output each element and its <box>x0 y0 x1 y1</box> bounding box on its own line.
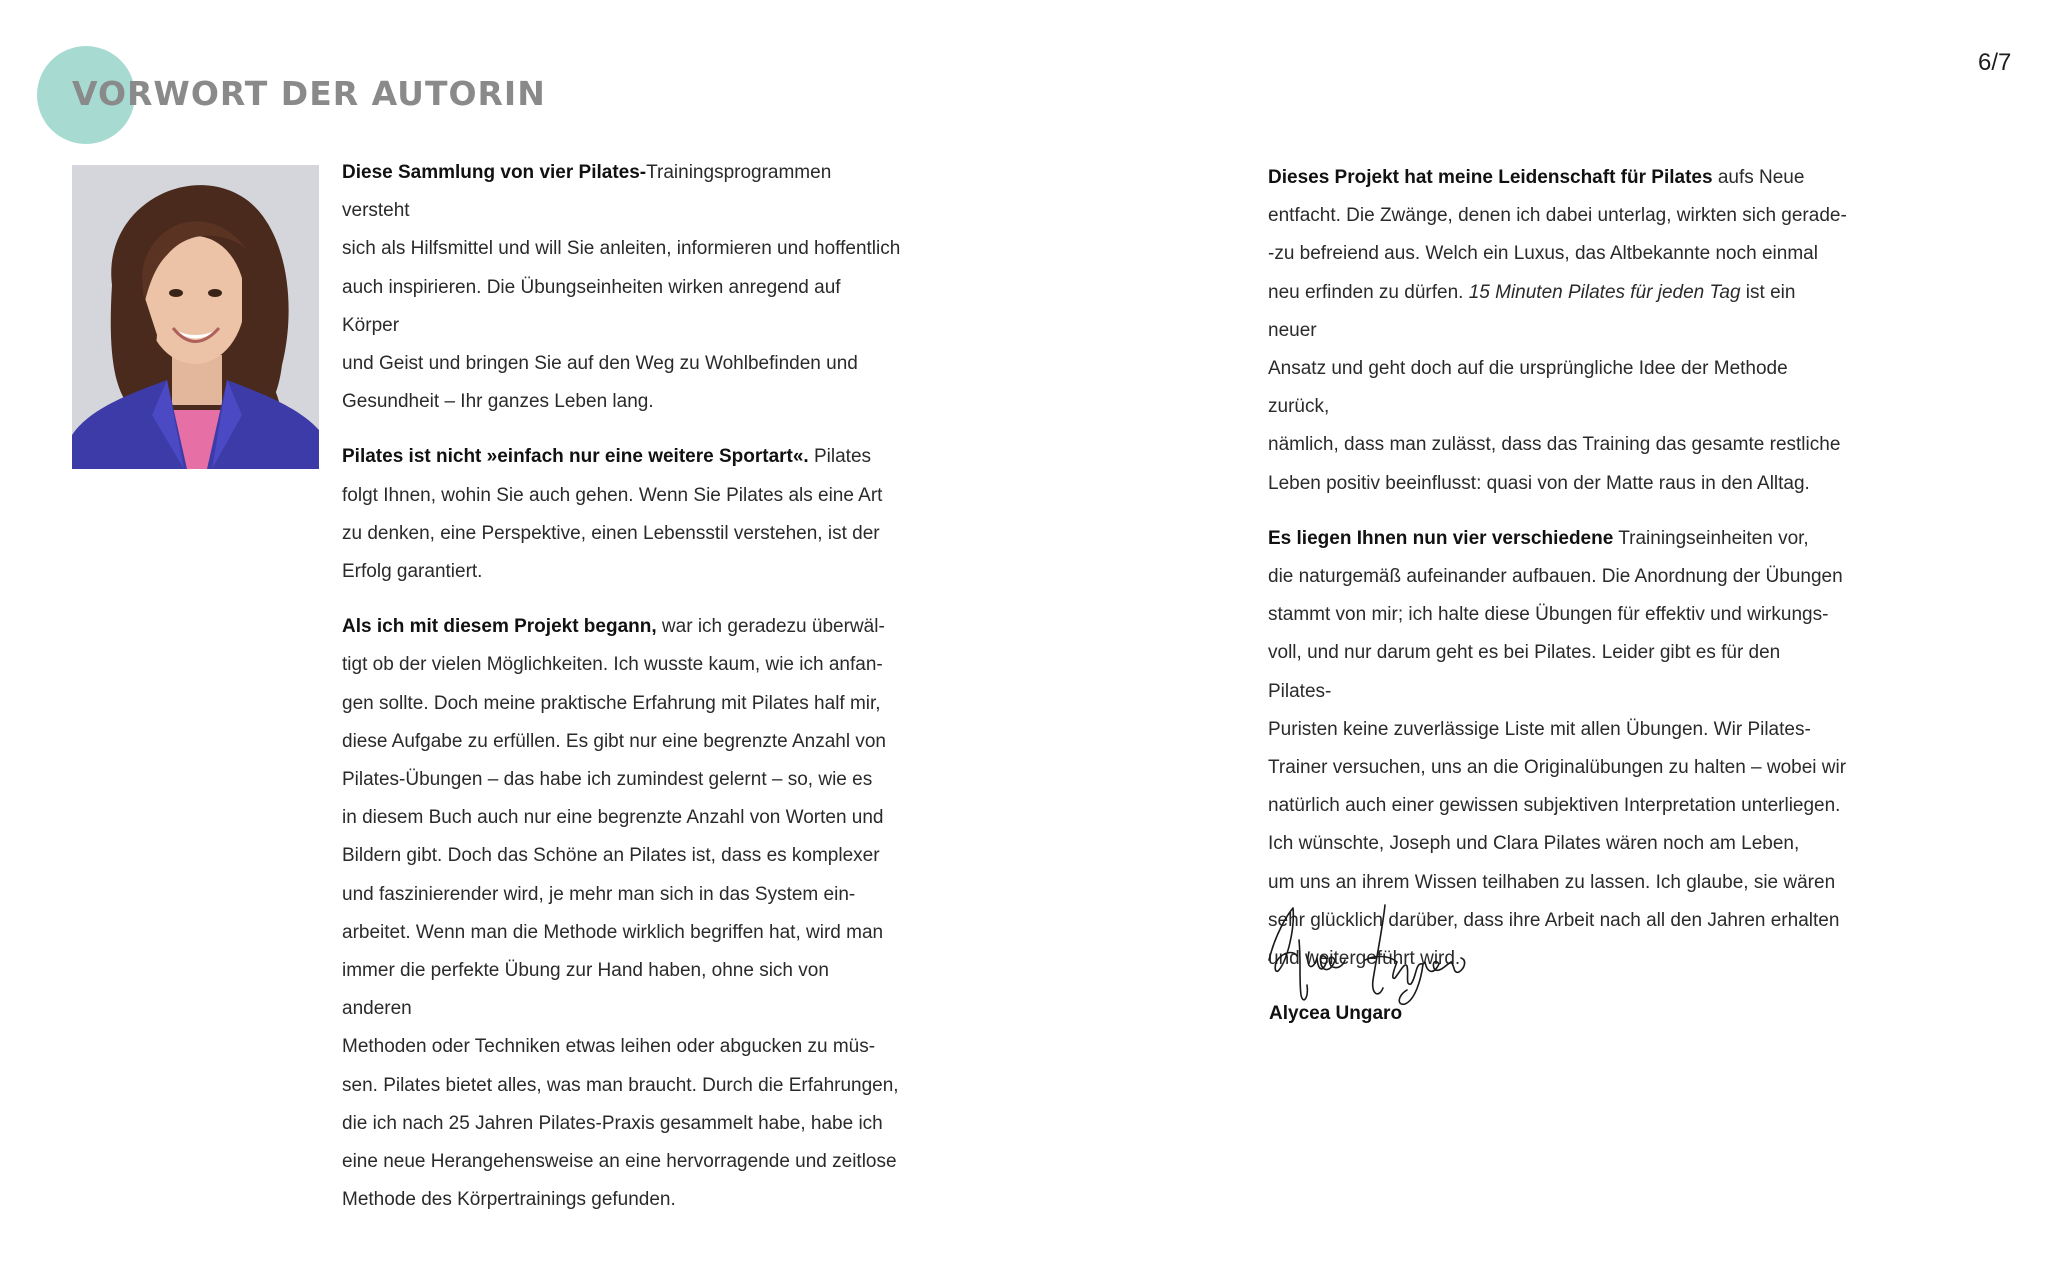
paragraph <box>1268 159 1848 503</box>
right-text-column <box>1268 159 1848 995</box>
paragraph-body: Pilates folgt Ihnen, wohin Sie auch gehen. Wenn Sie Pilates als eine Art zu denken, eine Perspektive, einen Lebensstil verstehen, ist der Erfolg garantiert. <box>342 446 883 583</box>
paragraph-body: Trainingsprogrammen versteht sich als Hilfsmittel und will Sie anleiten, informieren und hoffentlich auch inspirieren. Die Übungseinheiten wirken anregend auf Körper und Geist und bringen Sie auf den Weg zu Wohlbefinden und Gesundheit – Ihr ganzes Leben lang. <box>342 162 901 413</box>
paragraph-body: ist ein neuer Ansatz und geht doch auf die ursprüngliche Idee der Methode zurück, nämlich, dass man zulässt, dass das Training das gesamte restliche Leben positiv beeinflusst: quasi von der Matte raus in den Alltag. <box>1268 281 1841 494</box>
paragraph-body: aufs Neue entfacht. Die Zwänge, denen ich dabei unterlag, wirkten sich gerade- -zu befreiend aus. Welch ein Luxus, das Altbekannte noch einmal neu erfinden zu dürfen. <box>1268 167 1847 303</box>
paragraph <box>342 608 902 1219</box>
paragraph-lead: Es liegen Ihnen nun vier verschiedene <box>1268 527 1614 549</box>
paragraph <box>342 438 902 591</box>
page-number: 6/7 <box>1978 49 2012 76</box>
paragraph-body: Trainingseinheiten vor, die naturgemäß aufeinander aufbauen. Die Anordnung der Übungen stammt von mir; ich halte diese Übungen für effektiv und wirkungs- voll, und nur darum geht es bei Pilates. Leider gibt es für den Pilates- Puristen keine zuverlässige Liste mit allen Übungen. Wir Pilates- Trainer versuchen, uns an die Originalübungen zu halten – wobei wir natürlich auch einer gewissen subjektiven Interpretation unterliegen. Ich wünschte, Joseph und Clara Pilates wären noch am Leben, um uns an ihrem Wissen teilhaben zu lassen. Ich glaube, sie wären sehr glücklich darüber, dass ihre Arbeit nach all den Jahren erhalten und weitergeführt wird. <box>1268 527 1847 970</box>
author-portrait <box>72 165 319 469</box>
paragraph <box>342 154 902 421</box>
handwritten-signature <box>1265 900 1505 1010</box>
paragraph-lead: Pilates ist nicht »einfach nur eine weitere Sportart«. <box>342 446 809 468</box>
paragraph-lead: Dieses Projekt hat meine Leidenschaft für Pilates <box>1268 167 1713 188</box>
author-name: Alycea Ungaro <box>1269 1003 1403 1024</box>
book-title: 15 Minuten Pilates für jeden Tag <box>1468 281 1741 303</box>
paragraph-lead: Als ich mit diesem Projekt begann, <box>342 616 657 638</box>
paragraph-lead: Diese Sammlung von vier Pilates- <box>342 162 647 183</box>
paragraph-body: war ich geradezu überwäl- tigt ob der vielen Möglichkeiten. Ich wusste kaum, wie ich anfan- gen sollte. Doch meine praktische Erfahrung mit Pilates half mir, diese Aufgabe zu erfüllen. Es gibt nur eine begrenzte Anzahl von Pilates-Übungen – das habe ich zumindest gelernt – so, wie es in diesem Buch auch nur eine begrenzte Anzahl von Worten und Bildern gibt. Doch das Schöne an Pilates ist, dass es komplexer und faszinierender wird, je mehr man sich in das System ein- arbeitet. Wenn man die Methode wirklich begriffen hat, wird man immer die perfekte Übung zur Hand haben, ohne sich von anderen Methoden oder Techniken etwas leihen oder abgucken zu müs- sen. Pilates bietet alles, was man braucht. Durch die Erfahrungen, die ich nach 25 Jahren Pilates-Praxis gesammelt habe, habe ich eine neue Herangehensweise an eine hervorragende und zeitlose Methode des Körpertrainings gefunden. <box>342 616 899 1211</box>
left-text-column <box>342 154 902 1236</box>
page-title: VORWORT DER AUTORIN <box>72 74 546 113</box>
